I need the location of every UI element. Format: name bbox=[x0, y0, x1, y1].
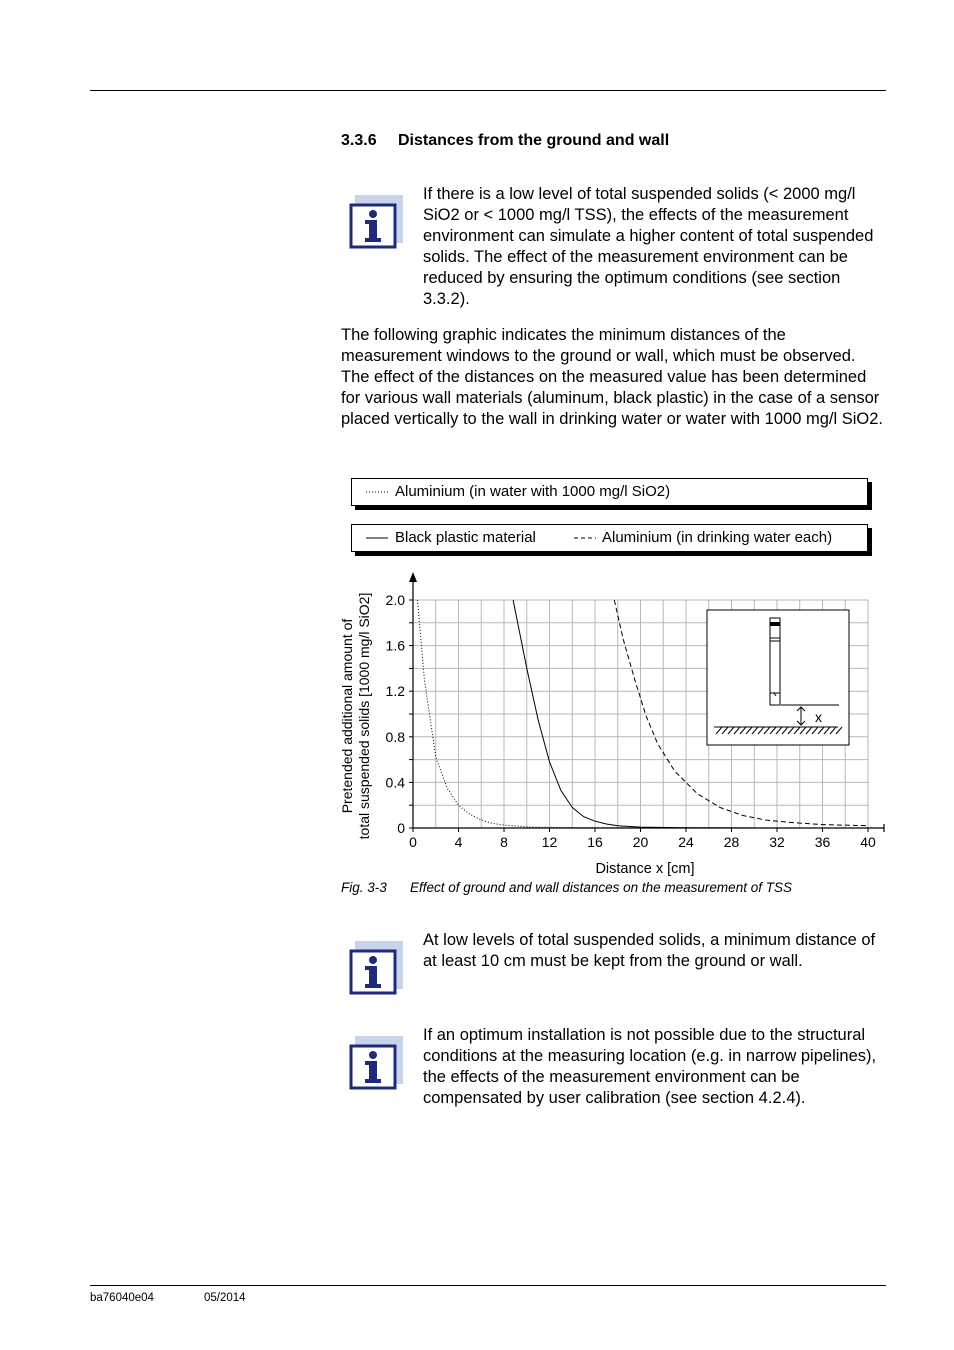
footer-rule bbox=[90, 1285, 886, 1286]
x-tick-label: 16 bbox=[587, 834, 603, 850]
info-icon bbox=[349, 195, 403, 249]
x-tick-label: 0 bbox=[409, 834, 417, 850]
solid-line-swatch bbox=[366, 537, 388, 540]
y-tick-label: 1.6 bbox=[385, 637, 405, 654]
x-tick-label: 36 bbox=[814, 834, 831, 850]
x-tick-label: 20 bbox=[632, 834, 649, 850]
y-axis-label-line1: Pretended additional amount of bbox=[339, 618, 355, 814]
legend-aluminium-sio2: Aluminium (in water with 1000 mg/l SiO2) bbox=[395, 483, 671, 500]
y-tick-label: 0.4 bbox=[385, 774, 405, 791]
x-axis-label: Distance x [cm] bbox=[595, 861, 695, 877]
figure-caption bbox=[341, 880, 792, 895]
x-tick-label: 24 bbox=[678, 834, 694, 850]
info-icon bbox=[349, 941, 403, 995]
legend-black-plastic: Black plastic material bbox=[395, 529, 536, 546]
x-tick-label: 4 bbox=[454, 834, 463, 850]
note-low-tss: If there is a low level of total suspended solids (< 2000 mg/l SiO2 or < 1000 mg/l TSS), the effects of the measurement environment can simulate a higher content of total suspended solids. The effect of the measurement environment can be reduced by ensuring the optimum conditions (see section 3.3.2). bbox=[423, 185, 874, 308]
sensor-inset bbox=[707, 610, 849, 745]
figure-label: Fig. 3-3 bbox=[341, 880, 387, 895]
dotted-line-swatch bbox=[366, 491, 388, 494]
legend-box-1 bbox=[351, 478, 868, 506]
section-heading bbox=[341, 132, 669, 150]
distance-x-label: x bbox=[815, 709, 822, 725]
section-title: Distances from the ground and wall bbox=[398, 132, 670, 149]
y-tick-label: 1.2 bbox=[385, 683, 405, 700]
x-tick-label: 8 bbox=[500, 834, 508, 850]
y-tick-label: 2.0 bbox=[385, 592, 405, 608]
y-tick-label: 0 bbox=[397, 820, 405, 836]
x-tick-label: 12 bbox=[541, 834, 558, 850]
section-number: 3.3.6 bbox=[341, 132, 377, 149]
tss-distance-chart bbox=[330, 562, 900, 882]
x-tick-label: 32 bbox=[769, 834, 785, 850]
sensor-body bbox=[770, 618, 780, 705]
info-icon bbox=[349, 1036, 403, 1090]
x-tick-label: 40 bbox=[860, 834, 876, 850]
y-tick-label: 0.8 bbox=[385, 728, 405, 745]
note-min-distance: At low levels of total suspended solids, a minimum distance of at least 10 cm must be kept from the ground or wall. bbox=[423, 931, 876, 970]
y-axis-label-line2: total suspended solids [1000 mg/l SiO2] bbox=[356, 592, 372, 840]
dashed-line-swatch bbox=[574, 537, 596, 540]
figure-caption-text: Effect of ground and wall distances on the measurement of TSS bbox=[410, 880, 792, 895]
legend-aluminium-drinking: Aluminium (in drinking water each) bbox=[602, 529, 833, 546]
footer-doc-id: ba76040e04 bbox=[90, 1292, 154, 1304]
intro-paragraph: The following graphic indicates the minimum distances of the measurement windows to the ground or wall, which must be observed. The effect of the distances on the measured value has been determined for various wall materials (aluminum, black plastic) in the case of a sensor placed vertically to the wall in drinking water or water with 1000 mg/l SiO2. bbox=[341, 326, 883, 428]
y-axis-arrow bbox=[409, 572, 417, 582]
legend-box-2 bbox=[351, 524, 868, 552]
footer-date: 05/2014 bbox=[204, 1292, 246, 1304]
header-rule bbox=[90, 90, 886, 91]
note-user-calibration: If an optimum installation is not possible due to the structural conditions at the measuring location (e.g. in narrow pipelines), the effects of the measurement environment can be compensated by user calibration (see section 4.2.4). bbox=[423, 1026, 877, 1107]
x-tick-label: 28 bbox=[723, 834, 740, 850]
